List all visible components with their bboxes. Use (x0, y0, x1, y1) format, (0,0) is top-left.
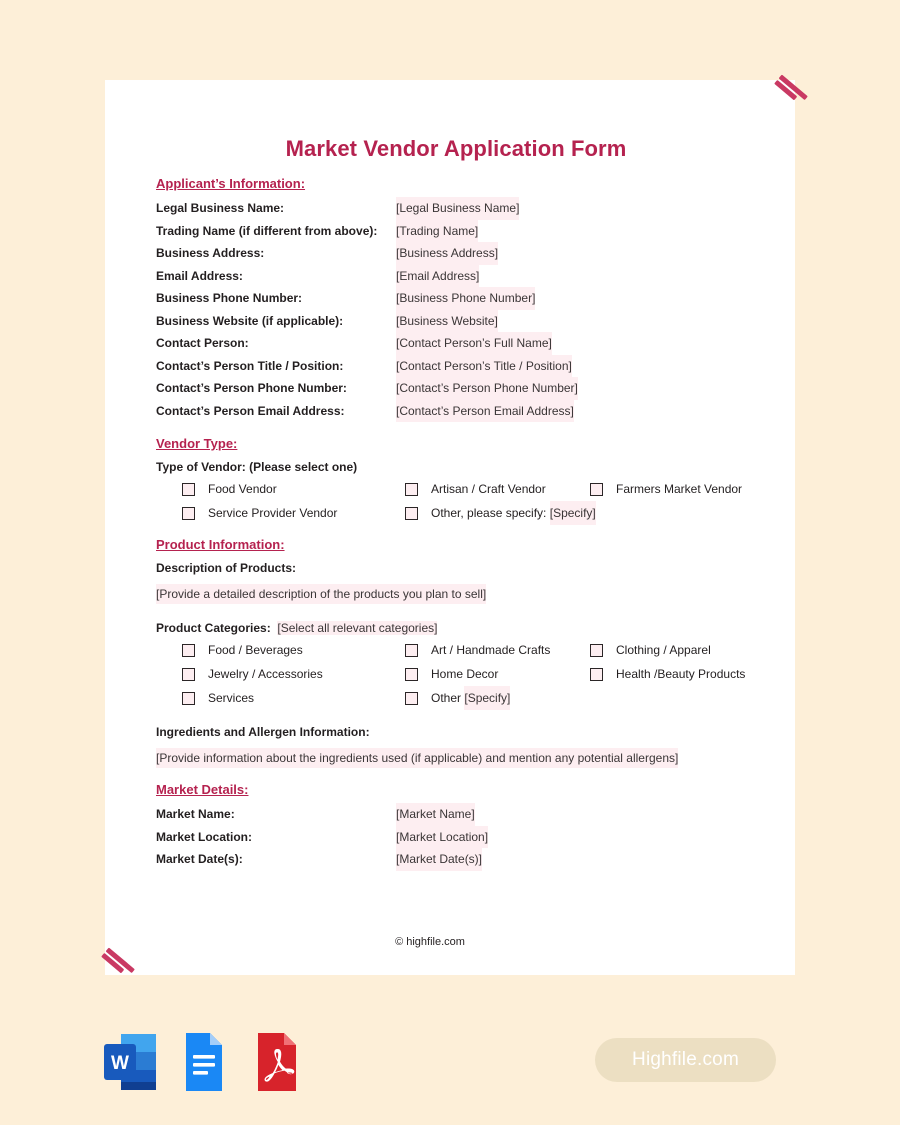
applicant-information-fields (156, 197, 756, 422)
checkbox-icon[interactable] (182, 668, 195, 681)
field-row (156, 848, 756, 871)
checkbox-label: Health /Beauty Products (616, 667, 746, 681)
product-categories-label: Product Categories: (156, 621, 271, 635)
checkbox-label: Other, please specify: (431, 506, 547, 520)
section-heading-product-information: Product Information: (156, 537, 285, 552)
field-row (156, 220, 756, 243)
field-value[interactable]: [Email Address] (396, 265, 479, 288)
field-label: Trading Name (if different from above): (156, 223, 378, 238)
section-heading-applicant-information: Applicant’s Information: (156, 176, 306, 191)
description-of-products-placeholder[interactable]: [Provide a detailed description of the products you plan to sell] (156, 584, 486, 604)
field-row (156, 310, 756, 333)
checkbox-label: Food / Beverages (208, 643, 303, 657)
svg-text:W: W (111, 1053, 129, 1074)
field-label: Legal Business Name: (156, 201, 285, 215)
field-label: Contact’s Person Phone Number: (156, 381, 347, 395)
field-row (156, 400, 756, 423)
field-label: Market Name: (156, 807, 235, 821)
field-value[interactable]: [Contact Person’s Full Name] (396, 332, 552, 355)
checkbox-label: Farmers Market Vendor (616, 482, 743, 496)
field-value[interactable]: [Market Date(s)] (396, 848, 482, 871)
pdf-icon[interactable] (248, 1030, 308, 1094)
field-row (156, 826, 756, 849)
field-label: Contact’s Person Email Address: (156, 403, 345, 418)
highfile-badge-label: Highfile.com (632, 1049, 739, 1070)
checkbox-icon[interactable] (405, 507, 418, 520)
field-value[interactable]: [Market Name] (396, 803, 475, 826)
google-docs-icon[interactable] (174, 1030, 234, 1094)
field-row (156, 265, 756, 288)
field-label: Business Phone Number: (156, 291, 303, 305)
word-doc-icon[interactable] (100, 1030, 160, 1094)
checkbox-icon[interactable] (182, 483, 195, 496)
section-heading-market-details: Market Details: (156, 782, 249, 797)
product-category-options (156, 638, 756, 710)
field-label: Business Address: (156, 246, 265, 260)
field-row (156, 287, 756, 310)
checkbox-option-services[interactable] (182, 686, 405, 710)
field-label: Contact’s Person Title / Position: (156, 358, 344, 373)
description-of-products-label: Description of Products: (156, 561, 297, 575)
checkbox-option-health-beauty-products[interactable] (590, 662, 756, 686)
field-value[interactable]: [Business Website] (396, 310, 498, 333)
field-label: Market Date(s): (156, 852, 243, 866)
checkbox-icon[interactable] (405, 483, 418, 496)
checkbox-icon[interactable] (405, 692, 418, 705)
field-row (156, 197, 756, 220)
field-value[interactable]: [Legal Business Name] (396, 197, 519, 220)
product-categories-label-row (156, 618, 756, 638)
checkbox-option-jewelry-accessories[interactable] (182, 662, 405, 686)
checkbox-icon[interactable] (590, 644, 603, 657)
field-row (156, 377, 756, 400)
checkbox-option-other-category[interactable] (405, 686, 590, 710)
field-label: Market Location: (156, 829, 253, 844)
checkbox-icon[interactable] (405, 668, 418, 681)
field-label: Contact Person: (156, 336, 249, 350)
field-row (156, 242, 756, 265)
checkbox-label: Food Vendor (208, 482, 277, 496)
product-categories-placeholder[interactable]: [Select all relevant categories] (277, 621, 438, 635)
field-value[interactable]: [Contact’s Person Phone Number] (396, 377, 578, 400)
checkbox-label: Jewelry / Accessories (208, 667, 323, 681)
checkbox-specify-placeholder[interactable]: [Specify] (464, 686, 510, 710)
checkbox-label: Art / Handmade Crafts (431, 643, 551, 657)
checkbox-label: Service Provider Vendor (208, 506, 338, 520)
field-label: Business Website (if applicable): (156, 313, 344, 328)
checkbox-icon[interactable] (182, 644, 195, 657)
checkbox-icon[interactable] (182, 507, 195, 520)
document-page (105, 80, 795, 975)
checkbox-label: Clothing / Apparel (616, 643, 711, 657)
checkbox-option-food-vendor[interactable] (182, 477, 405, 501)
highfile-brand-badge[interactable] (595, 1038, 776, 1082)
checkbox-option-art-handmade-crafts[interactable] (405, 638, 590, 662)
field-value[interactable]: [Business Address] (396, 242, 498, 265)
checkbox-icon[interactable] (182, 692, 195, 705)
field-row (156, 332, 756, 355)
document-content (156, 80, 756, 871)
checkbox-label: Home Decor (431, 667, 499, 681)
allergen-information-placeholder[interactable]: [Provide information about the ingredients used (if applicable) and mention any potential allergens] (156, 748, 678, 768)
checkbox-option-home-decor[interactable] (405, 662, 590, 686)
checkbox-option-clothing-apparel[interactable] (590, 638, 756, 662)
market-details-fields (156, 803, 756, 871)
checkbox-option-artisan-craft-vendor[interactable] (405, 477, 590, 501)
checkbox-option-service-provider-vendor[interactable] (182, 501, 405, 525)
checkbox-option-food-beverages[interactable] (182, 638, 405, 662)
checkbox-icon[interactable] (590, 483, 603, 496)
field-value[interactable]: [Contact’s Person Email Address] (396, 400, 574, 423)
allergen-information-label: Ingredients and Allergen Information: (156, 725, 370, 739)
checkbox-label: Artisan / Craft Vendor (431, 482, 546, 496)
checkbox-label: Services (208, 691, 255, 705)
section-heading-vendor-type: Vendor Type: (156, 436, 238, 451)
download-format-icons (100, 1030, 308, 1094)
checkbox-label: Other (431, 691, 462, 705)
field-label: Email Address: (156, 268, 243, 283)
field-row (156, 803, 756, 826)
field-value[interactable]: [Business Phone Number] (396, 287, 535, 310)
field-value[interactable]: [Market Location] (396, 826, 488, 849)
vendor-type-options (156, 477, 756, 525)
checkbox-option-other-vendor[interactable] (405, 501, 596, 525)
vendor-type-prompt: Type of Vendor: (Please select one) (156, 460, 358, 474)
checkbox-specify-placeholder[interactable]: [Specify] (550, 501, 596, 525)
field-row (156, 355, 756, 378)
checkbox-option-farmers-market-vendor[interactable] (590, 477, 756, 501)
checkbox-icon[interactable] (590, 668, 603, 681)
footer-copyright: © highfile.com (395, 936, 465, 948)
document-footer (105, 936, 795, 948)
checkbox-icon[interactable] (405, 644, 418, 657)
field-value[interactable]: [Trading Name] (396, 220, 478, 243)
page-title: Market Vendor Application Form (285, 136, 627, 161)
field-value[interactable]: [Contact Person’s Title / Position] (396, 355, 572, 378)
